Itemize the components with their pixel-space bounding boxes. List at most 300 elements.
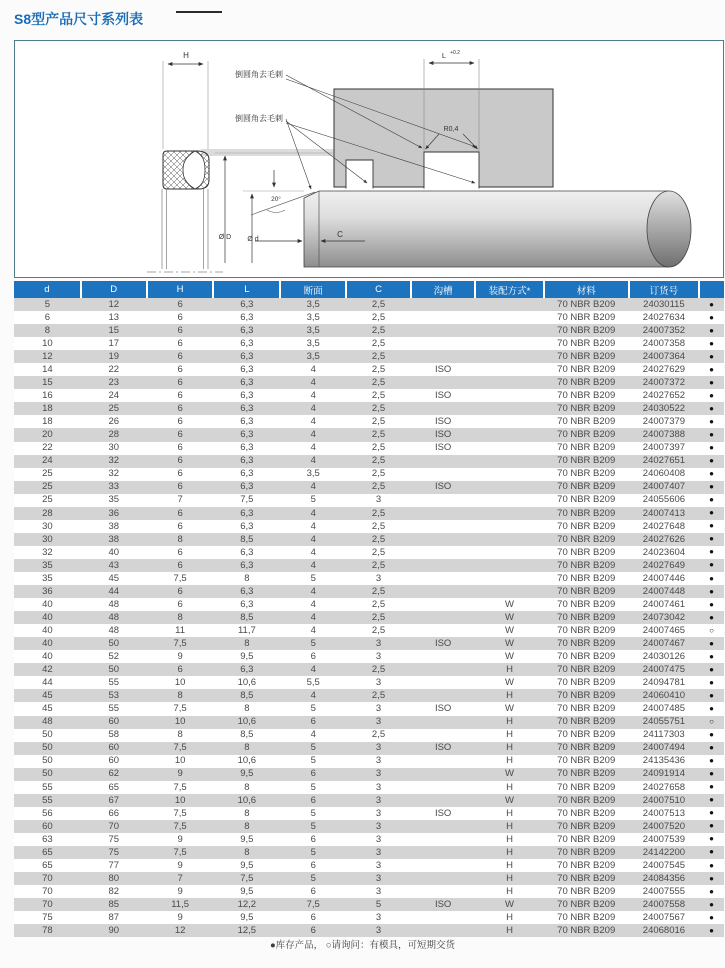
- table-cell: 50: [14, 755, 81, 768]
- table-cell: 9,5: [213, 650, 280, 663]
- table-cell: H: [475, 872, 543, 885]
- table-cell: 2,5: [346, 389, 411, 402]
- table-cell: 70 NBR B209: [544, 533, 629, 546]
- table-cell: 24007558: [629, 898, 699, 911]
- table-cell: 70: [14, 885, 81, 898]
- table-cell: 7,5: [213, 494, 280, 507]
- availability-dot: ●: [699, 911, 724, 924]
- table-cell: 4: [280, 598, 346, 611]
- l-tolerance-label: +0.2: [450, 50, 460, 56]
- table-cell: 6,3: [213, 520, 280, 533]
- availability-dot: ●: [699, 455, 724, 468]
- table-cell: 70 NBR B209: [544, 402, 629, 415]
- table-cell: 5: [280, 781, 346, 794]
- table-row: [14, 298, 724, 311]
- table-cell: 70 NBR B209: [544, 689, 629, 702]
- table-cell: 10: [147, 676, 214, 689]
- table-cell: 82: [81, 885, 147, 898]
- table-cell: 70 NBR B209: [544, 311, 629, 324]
- shaft-end-cap: [647, 191, 691, 267]
- table-cell: [411, 468, 476, 481]
- chamfer-angle-label: 20°: [271, 196, 281, 203]
- table-cell: 26: [81, 415, 147, 428]
- table-cell: 14: [14, 363, 81, 376]
- table-cell: 24007372: [629, 376, 699, 389]
- table-cell: 5: [14, 298, 81, 311]
- table-cell: 8: [213, 572, 280, 585]
- column-header-L: L: [213, 281, 280, 298]
- table-cell: 3: [346, 637, 411, 650]
- table-cell: 4: [280, 442, 346, 455]
- table-cell: ISO: [411, 742, 476, 755]
- table-cell: ISO: [411, 415, 476, 428]
- table-cell: 3: [346, 911, 411, 924]
- table-cell: 9: [147, 768, 214, 781]
- table-cell: 7,5: [147, 572, 214, 585]
- availability-dot: ●: [699, 546, 724, 559]
- table-cell: 8: [213, 846, 280, 859]
- availability-dot: ●: [699, 311, 724, 324]
- table-cell: 2,5: [346, 337, 411, 350]
- table-row: [14, 624, 724, 637]
- table-cell: 7: [147, 872, 214, 885]
- table-cell: 9: [147, 650, 214, 663]
- table-row: [14, 415, 724, 428]
- table-cell: 48: [81, 611, 147, 624]
- table-cell: 40: [81, 546, 147, 559]
- table-cell: 70 NBR B209: [544, 572, 629, 585]
- table-cell: [411, 324, 476, 337]
- table-cell: 24007567: [629, 911, 699, 924]
- table-cell: 24027629: [629, 363, 699, 376]
- table-cell: 10,6: [213, 755, 280, 768]
- table-cell: 8: [213, 820, 280, 833]
- table-cell: ISO: [411, 442, 476, 455]
- table-cell: 7,5: [147, 702, 214, 715]
- seal-profile: [147, 151, 223, 272]
- column-header-订货号: 订货号: [629, 281, 699, 298]
- table-cell: ISO: [411, 363, 476, 376]
- table-cell: 2,5: [346, 363, 411, 376]
- table-cell: 3: [346, 820, 411, 833]
- table-cell: [411, 376, 476, 389]
- table-cell: 24091914: [629, 768, 699, 781]
- table-cell: 50: [81, 637, 147, 650]
- table-row: [14, 402, 724, 415]
- table-cell: [411, 585, 476, 598]
- table-cell: 9: [147, 911, 214, 924]
- availability-dot: ●: [699, 507, 724, 520]
- table-cell: 32: [14, 546, 81, 559]
- table-cell: 77: [81, 859, 147, 872]
- availability-dot: ●: [699, 807, 724, 820]
- table-cell: 6: [147, 455, 214, 468]
- table-cell: 5: [280, 807, 346, 820]
- table-cell: 24: [81, 389, 147, 402]
- table-cell: 6: [147, 507, 214, 520]
- table-cell: 8: [147, 533, 214, 546]
- table-cell: 50: [14, 729, 81, 742]
- table-cell: [411, 520, 476, 533]
- table-cell: 70 NBR B209: [544, 585, 629, 598]
- availability-dot: ●: [699, 676, 724, 689]
- table-row: [14, 428, 724, 441]
- table-row: [14, 768, 724, 781]
- table-cell: 2,5: [346, 520, 411, 533]
- table-cell: 24007358: [629, 337, 699, 350]
- table-cell: 70: [14, 872, 81, 885]
- table-cell: 30: [81, 442, 147, 455]
- table-cell: 18: [14, 415, 81, 428]
- table-cell: 7,5: [213, 872, 280, 885]
- table-cell: 11: [147, 624, 214, 637]
- column-header-材料: 材料: [544, 281, 629, 298]
- table-cell: 2,5: [346, 507, 411, 520]
- table-cell: [475, 337, 543, 350]
- table-cell: 24007364: [629, 350, 699, 363]
- c-label: C: [337, 230, 343, 239]
- table-cell: 3: [346, 742, 411, 755]
- availability-dot: ●: [699, 859, 724, 872]
- table-cell: 24030126: [629, 650, 699, 663]
- table-cell: 70 NBR B209: [544, 337, 629, 350]
- table-cell: 5,5: [280, 676, 346, 689]
- table-cell: 70 NBR B209: [544, 650, 629, 663]
- table-row: [14, 885, 724, 898]
- table-cell: 4: [280, 507, 346, 520]
- table-cell: 30: [14, 520, 81, 533]
- table-cell: 3: [346, 807, 411, 820]
- table-cell: 9,5: [213, 833, 280, 846]
- column-header-C: C: [346, 281, 411, 298]
- table-cell: 85: [81, 898, 147, 911]
- table-cell: 24142200: [629, 846, 699, 859]
- table-cell: [475, 559, 543, 572]
- table-row: [14, 755, 724, 768]
- table-cell: 8: [213, 702, 280, 715]
- table-cell: 3: [346, 676, 411, 689]
- availability-dot: ●: [699, 650, 724, 663]
- table-cell: 9,5: [213, 885, 280, 898]
- table-row: [14, 898, 724, 911]
- table-cell: 8,5: [213, 611, 280, 624]
- table-row: [14, 716, 724, 729]
- table-cell: 4: [280, 533, 346, 546]
- table-cell: 24007397: [629, 442, 699, 455]
- table-cell: 5: [280, 846, 346, 859]
- availability-dot: ●: [699, 598, 724, 611]
- column-header-断面: 断面: [280, 281, 346, 298]
- table-cell: [475, 546, 543, 559]
- table-cell: [411, 794, 476, 807]
- table-cell: 25: [14, 494, 81, 507]
- table-cell: 6: [280, 885, 346, 898]
- table-cell: 24027652: [629, 389, 699, 402]
- table-cell: 3,5: [280, 311, 346, 324]
- table-cell: 70 NBR B209: [544, 559, 629, 572]
- table-cell: 12,2: [213, 898, 280, 911]
- table-cell: 24027648: [629, 520, 699, 533]
- table-cell: 6: [280, 716, 346, 729]
- table-cell: [411, 859, 476, 872]
- table-cell: 55: [14, 794, 81, 807]
- radius-label: R0,4: [443, 126, 459, 133]
- table-cell: ISO: [411, 702, 476, 715]
- table-cell: [411, 729, 476, 742]
- table-cell: 24068016: [629, 924, 699, 937]
- table-cell: [475, 507, 543, 520]
- table-cell: H: [475, 885, 543, 898]
- table-cell: 24027626: [629, 533, 699, 546]
- table-cell: 52: [81, 650, 147, 663]
- table-cell: 2,5: [346, 689, 411, 702]
- availability-dot: ●: [699, 572, 724, 585]
- table-cell: H: [475, 807, 543, 820]
- table-row: [14, 833, 724, 846]
- table-cell: 24007475: [629, 663, 699, 676]
- table-cell: 24027634: [629, 311, 699, 324]
- table-cell: 4: [280, 729, 346, 742]
- table-cell: W: [475, 637, 543, 650]
- table-cell: 24007520: [629, 820, 699, 833]
- table-cell: 5: [280, 572, 346, 585]
- column-header-d: d: [14, 281, 81, 298]
- table-cell: 8: [14, 324, 81, 337]
- table-row: [14, 376, 724, 389]
- groove: [424, 152, 479, 189]
- table-cell: 6: [147, 442, 214, 455]
- table-cell: [411, 494, 476, 507]
- table-cell: [411, 872, 476, 885]
- table-cell: 8: [147, 729, 214, 742]
- table-cell: 6: [147, 428, 214, 441]
- table-cell: 67: [81, 794, 147, 807]
- table-cell: 4: [280, 663, 346, 676]
- table-cell: 70 NBR B209: [544, 481, 629, 494]
- table-cell: 6,3: [213, 428, 280, 441]
- availability-dot: ●: [699, 350, 724, 363]
- table-row: [14, 572, 724, 585]
- table-cell: 43: [81, 559, 147, 572]
- table-cell: 4: [280, 363, 346, 376]
- table-cell: ISO: [411, 807, 476, 820]
- table-cell: 6,3: [213, 389, 280, 402]
- table-cell: W: [475, 898, 543, 911]
- table-row: [14, 455, 724, 468]
- table-cell: 12,5: [213, 924, 280, 937]
- table-cell: [411, 350, 476, 363]
- table-cell: 70 NBR B209: [544, 820, 629, 833]
- table-cell: 63: [14, 833, 81, 846]
- table-cell: 24060408: [629, 468, 699, 481]
- table-cell: 7,5: [147, 807, 214, 820]
- table-cell: 6: [280, 650, 346, 663]
- table-cell: ISO: [411, 898, 476, 911]
- availability-dot: ●: [699, 768, 724, 781]
- table-cell: W: [475, 702, 543, 715]
- table-cell: 70 NBR B209: [544, 663, 629, 676]
- table-cell: 24007494: [629, 742, 699, 755]
- table-cell: 10: [147, 716, 214, 729]
- table-cell: W: [475, 624, 543, 637]
- table-cell: 44: [81, 585, 147, 598]
- table-cell: 6,3: [213, 298, 280, 311]
- table-cell: 6,3: [213, 598, 280, 611]
- table-cell: 50: [81, 663, 147, 676]
- table-cell: 5: [280, 494, 346, 507]
- table-cell: H: [475, 924, 543, 937]
- table-cell: 2,5: [346, 455, 411, 468]
- table-cell: 75: [81, 846, 147, 859]
- deburr-note-top-label: 倒圆角去毛刺: [235, 70, 283, 79]
- table-cell: 48: [14, 716, 81, 729]
- table-cell: 38: [81, 520, 147, 533]
- table-cell: 18: [14, 402, 81, 415]
- table-cell: [475, 428, 543, 441]
- column-header-装配方式*: 装配方式*: [475, 281, 543, 298]
- table-cell: 24007513: [629, 807, 699, 820]
- availability-dot: ●: [699, 663, 724, 676]
- table-cell: 55: [81, 676, 147, 689]
- availability-dot: ●: [699, 885, 724, 898]
- table-cell: 42: [14, 663, 81, 676]
- table-cell: 4: [280, 585, 346, 598]
- table-row: [14, 637, 724, 650]
- table-cell: [411, 833, 476, 846]
- table-cell: 70 NBR B209: [544, 298, 629, 311]
- table-cell: 6: [147, 663, 214, 676]
- table-cell: 28: [14, 507, 81, 520]
- table-row: [14, 468, 724, 481]
- table-cell: 8,5: [213, 689, 280, 702]
- table-cell: 6: [147, 546, 214, 559]
- table-cell: ISO: [411, 428, 476, 441]
- table-cell: 8: [213, 781, 280, 794]
- table-cell: 2,5: [346, 559, 411, 572]
- table-cell: 36: [81, 507, 147, 520]
- table-row: [14, 481, 724, 494]
- table-cell: 2,5: [346, 350, 411, 363]
- table-cell: 70 NBR B209: [544, 755, 629, 768]
- table-cell: 70 NBR B209: [544, 833, 629, 846]
- availability-dot: ●: [699, 924, 724, 937]
- table-cell: 70 NBR B209: [544, 768, 629, 781]
- table-cell: 8: [147, 689, 214, 702]
- table-cell: 24007388: [629, 428, 699, 441]
- bore-band: [201, 149, 334, 156]
- table-header-row: [14, 281, 724, 298]
- table-cell: 70 NBR B209: [544, 376, 629, 389]
- table-cell: [411, 846, 476, 859]
- table-cell: [475, 455, 543, 468]
- table-cell: 3: [346, 781, 411, 794]
- table-cell: 70 NBR B209: [544, 507, 629, 520]
- availability-dot: ●: [699, 689, 724, 702]
- column-header-D: D: [81, 281, 147, 298]
- dimension-table: [14, 281, 724, 937]
- table-cell: [475, 585, 543, 598]
- availability-dot: ●: [699, 833, 724, 846]
- table-cell: 9: [147, 859, 214, 872]
- table-cell: 24073042: [629, 611, 699, 624]
- table-cell: 6,3: [213, 455, 280, 468]
- table-cell: H: [475, 663, 543, 676]
- table-cell: 4: [280, 520, 346, 533]
- table-cell: 30: [14, 533, 81, 546]
- availability-dot: ●: [699, 729, 724, 742]
- shaft: [304, 191, 691, 267]
- availability-dot: ●: [699, 337, 724, 350]
- table-cell: 70 NBR B209: [544, 324, 629, 337]
- table-cell: 3: [346, 846, 411, 859]
- table-cell: 7: [147, 494, 214, 507]
- table-cell: 48: [81, 624, 147, 637]
- table-cell: 7,5: [280, 898, 346, 911]
- table-cell: 35: [14, 559, 81, 572]
- table-cell: 45: [14, 702, 81, 715]
- table-cell: [411, 911, 476, 924]
- table-cell: 3: [346, 885, 411, 898]
- table-row: [14, 598, 724, 611]
- table-cell: 36: [14, 585, 81, 598]
- table-cell: 24027649: [629, 559, 699, 572]
- table-cell: 4: [280, 624, 346, 637]
- table-row: [14, 807, 724, 820]
- availability-dot: ●: [699, 702, 724, 715]
- table-cell: 20: [14, 428, 81, 441]
- table-cell: 70 NBR B209: [544, 546, 629, 559]
- availability-dot: ●: [699, 872, 724, 885]
- table-cell: 11,5: [147, 898, 214, 911]
- table-cell: 10,6: [213, 716, 280, 729]
- table-cell: [411, 650, 476, 663]
- table-cell: W: [475, 598, 543, 611]
- table-cell: H: [475, 689, 543, 702]
- table-cell: 60: [81, 742, 147, 755]
- table-cell: 24135436: [629, 755, 699, 768]
- table-cell: [411, 311, 476, 324]
- table-cell: [475, 468, 543, 481]
- table-cell: W: [475, 676, 543, 689]
- table-row: [14, 702, 724, 715]
- table-cell: 6: [147, 585, 214, 598]
- table-cell: 3: [346, 924, 411, 937]
- table-cell: 4: [280, 389, 346, 402]
- table-row: [14, 546, 724, 559]
- table-cell: 70 NBR B209: [544, 807, 629, 820]
- table-cell: 60: [81, 755, 147, 768]
- table-cell: 2,5: [346, 402, 411, 415]
- table-cell: 65: [14, 846, 81, 859]
- table-cell: 40: [14, 598, 81, 611]
- table-cell: 70 NBR B209: [544, 911, 629, 924]
- table-cell: 24027651: [629, 455, 699, 468]
- table-cell: 24007545: [629, 859, 699, 872]
- table-cell: 2,5: [346, 415, 411, 428]
- table-cell: 8: [213, 807, 280, 820]
- table-row: [14, 924, 724, 937]
- table-cell: [411, 507, 476, 520]
- scan-artifact: [176, 11, 222, 13]
- table-cell: H: [475, 742, 543, 755]
- table-cell: 6: [147, 350, 214, 363]
- table-cell: 8,5: [213, 729, 280, 742]
- table-cell: [411, 716, 476, 729]
- table-cell: 58: [81, 729, 147, 742]
- table-cell: 6: [147, 598, 214, 611]
- table-cell: 24117303: [629, 729, 699, 742]
- table-cell: 6,3: [213, 663, 280, 676]
